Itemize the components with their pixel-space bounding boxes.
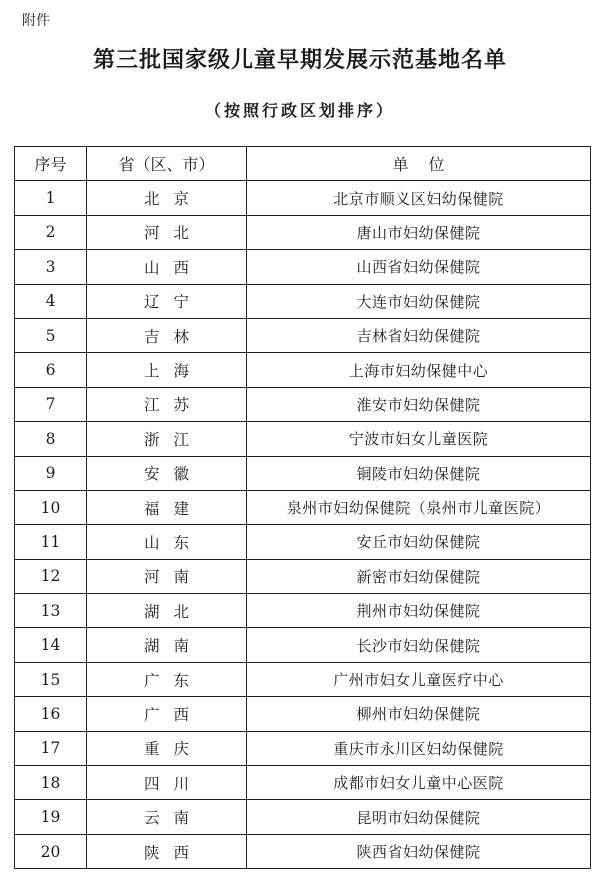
cell-province: 陕西 (87, 834, 247, 868)
cell-unit: 山西省妇幼保健院 (247, 250, 591, 284)
cell-unit: 陕西省妇幼保健院 (247, 834, 591, 868)
document-title: 第三批国家级儿童早期发展示范基地名单 (92, 48, 507, 73)
cell-serial-number: 4 (15, 284, 87, 318)
table-row (15, 697, 591, 731)
cell-serial-number: 13 (15, 594, 87, 628)
cell-serial-number: 11 (15, 525, 87, 559)
cell-serial-number: 20 (15, 834, 87, 868)
cell-province: 河南 (87, 559, 247, 593)
cell-province: 云南 (87, 800, 247, 834)
cell-unit: 荆州市妇幼保健院 (247, 594, 591, 628)
cell-unit: 吉林省妇幼保健院 (247, 318, 591, 352)
table-row (15, 318, 591, 352)
table-row (15, 628, 591, 662)
table-row (15, 662, 591, 696)
cell-serial-number: 18 (15, 766, 87, 800)
table-row (15, 766, 591, 800)
cell-serial-number: 9 (15, 456, 87, 490)
table-row (15, 731, 591, 765)
table-row (15, 800, 591, 834)
cell-unit: 广州市妇女儿童医疗中心 (247, 662, 591, 696)
cell-unit: 铜陵市妇幼保健院 (247, 456, 591, 490)
cell-unit: 成都市妇女儿童中心医院 (247, 766, 591, 800)
cell-province: 湖北 (87, 594, 247, 628)
cell-province: 江苏 (87, 387, 247, 421)
cell-province: 河北 (87, 215, 247, 249)
demonstration-base-table (14, 146, 591, 869)
cell-serial-number: 16 (15, 697, 87, 731)
cell-serial-number: 10 (15, 490, 87, 524)
table-row (15, 181, 591, 215)
attachment-label: 附件 (22, 13, 50, 29)
cell-province: 北京 (87, 181, 247, 215)
cell-province: 福建 (87, 490, 247, 524)
cell-serial-number: 6 (15, 353, 87, 387)
table-row (15, 250, 591, 284)
cell-province: 广西 (87, 697, 247, 731)
cell-province: 山西 (87, 250, 247, 284)
header-unit: 单位 (247, 147, 591, 181)
cell-province: 广东 (87, 662, 247, 696)
table-row (15, 422, 591, 456)
cell-province: 吉林 (87, 318, 247, 352)
table-row (15, 387, 591, 421)
cell-unit: 上海市妇幼保健中心 (247, 353, 591, 387)
cell-unit: 长沙市妇幼保健院 (247, 628, 591, 662)
cell-unit: 北京市顺义区妇幼保健院 (247, 181, 591, 215)
cell-province: 辽宁 (87, 284, 247, 318)
cell-unit: 大连市妇幼保健院 (247, 284, 591, 318)
cell-unit: 宁波市妇女儿童医院 (247, 422, 591, 456)
cell-serial-number: 15 (15, 662, 87, 696)
header-province: 省（区、市） (87, 147, 247, 181)
table-row (15, 456, 591, 490)
cell-serial-number: 19 (15, 800, 87, 834)
table-header-row (15, 147, 591, 181)
table-row (15, 834, 591, 868)
cell-province: 四川 (87, 766, 247, 800)
cell-serial-number: 17 (15, 731, 87, 765)
cell-serial-number: 7 (15, 387, 87, 421)
header-serial-number: 序号 (15, 147, 87, 181)
table-row (15, 490, 591, 524)
cell-unit: 淮安市妇幼保健院 (247, 387, 591, 421)
cell-province: 上海 (87, 353, 247, 387)
cell-unit: 重庆市永川区妇幼保健院 (247, 731, 591, 765)
table-row (15, 284, 591, 318)
cell-unit: 柳州市妇幼保健院 (247, 697, 591, 731)
cell-serial-number: 2 (15, 215, 87, 249)
table-body (15, 181, 591, 869)
cell-unit: 昆明市妇幼保健院 (247, 800, 591, 834)
cell-province: 重庆 (87, 731, 247, 765)
document-subtitle: （按照行政区划排序） (204, 101, 395, 120)
cell-unit: 唐山市妇幼保健院 (247, 215, 591, 249)
cell-unit: 泉州市妇幼保健院（泉州市儿童医院） (247, 490, 591, 524)
cell-serial-number: 14 (15, 628, 87, 662)
cell-serial-number: 5 (15, 318, 87, 352)
table-row (15, 559, 591, 593)
table-row (15, 594, 591, 628)
cell-unit: 安丘市妇幼保健院 (247, 525, 591, 559)
cell-serial-number: 8 (15, 422, 87, 456)
table-row (15, 525, 591, 559)
cell-serial-number: 3 (15, 250, 87, 284)
cell-serial-number: 12 (15, 559, 87, 593)
cell-province: 浙江 (87, 422, 247, 456)
cell-province: 安徽 (87, 456, 247, 490)
table-row (15, 215, 591, 249)
table-row (15, 353, 591, 387)
cell-serial-number: 1 (15, 181, 87, 215)
cell-province: 山东 (87, 525, 247, 559)
cell-province: 湖南 (87, 628, 247, 662)
cell-unit: 新密市妇幼保健院 (247, 559, 591, 593)
